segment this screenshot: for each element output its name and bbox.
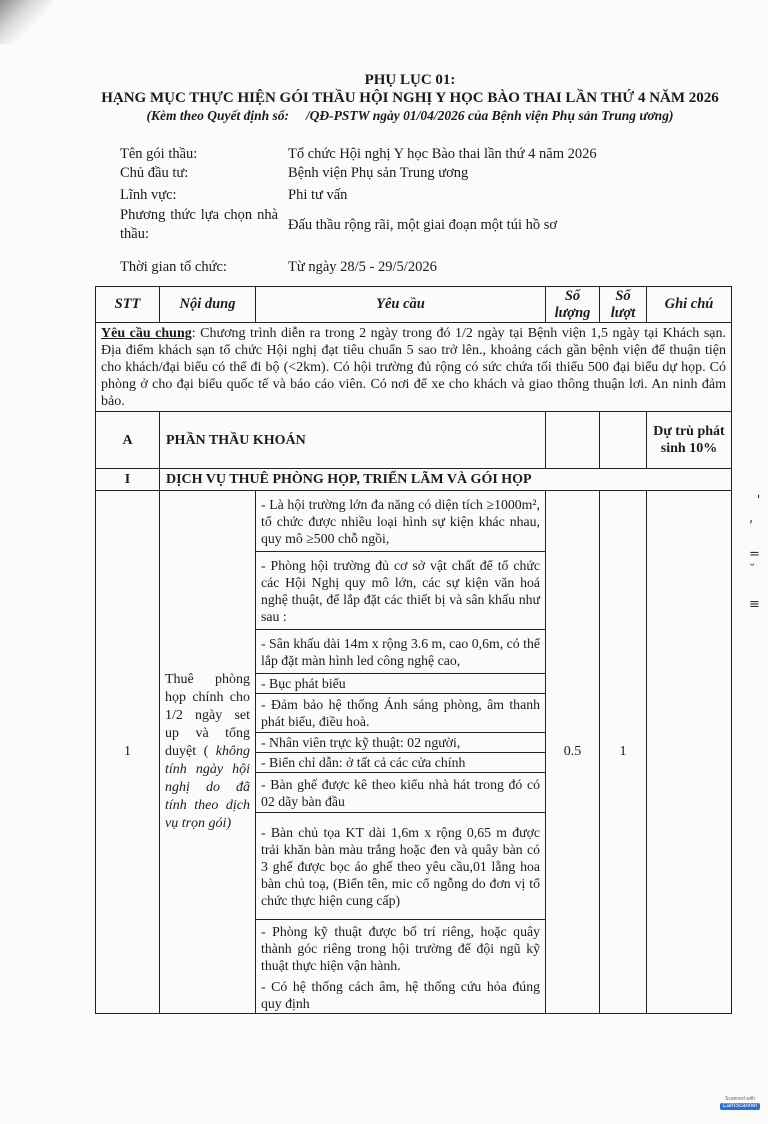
requirement-item: - Có hệ thống cách âm, hệ thống cứu hỏa đúng quy định <box>256 977 546 1014</box>
tender-items-table <box>95 286 732 1014</box>
scan-corner-shadow <box>0 0 52 44</box>
item-row <box>96 491 732 552</box>
general-requirements-row <box>96 323 732 412</box>
appendix-title: PHỤ LỤC 01: <box>364 72 456 88</box>
header-stt: STT <box>96 287 160 323</box>
general-requirements-label: Yêu cầu chung <box>101 326 192 341</box>
header-notes: Ghi chú <box>647 287 732 323</box>
scanner-caption: Scanned with <box>724 1096 756 1102</box>
item-stt: 1 <box>96 491 160 1014</box>
section-i-code: I <box>96 469 160 491</box>
info-row <box>120 164 720 186</box>
requirement-item: - Là hội trường lớn đa năng có diện tích ≥1000m², tổ chức được nhiều loại hình sự kiện khác nhau, quy mô ≥500 chỗ ngồi, <box>256 491 546 552</box>
appendix-subtitle: HẠNG MỤC THỰC HIỆN GÓI THẦU HỘI NGHỊ Y HỌC BÀO THAI LẦN THỨ 4 NĂM 2026 <box>101 90 719 106</box>
requirement-item: - Phòng hội trường đủ cơ sở vật chất để tổ chức các Hội Nghị quy mô lớn, các sự kiện văn hoá nghệ thuật, để lắp đặt các thiết bị và sân khấu như sau : <box>256 552 546 630</box>
requirement-item: - Bục phát biểu <box>256 674 546 694</box>
item-content <box>160 491 256 1014</box>
section-i-title: DỊCH VỤ THUÊ PHÒNG HỌP, TRIỂN LÃM VÀ GÓI HỌP <box>160 469 732 491</box>
info-value: Đấu thầu rộng rãi, một giai đoạn một túi hồ sơ <box>288 217 558 233</box>
item-notes <box>647 491 732 1014</box>
general-requirements-cell <box>96 323 732 412</box>
info-value: Bệnh viện Phụ sản Trung ương <box>288 165 469 181</box>
general-requirements-text: : Chương trình diễn ra trong 2 ngày trong đó 1/2 ngày tại Bệnh viện 1,5 ngày tại Khách sạn. Địa điểm khách sạn tổ chức Hội nghị đạt tiêu chuẩn 5 sao trở lên., khoảng cách gần bệnh viện để thuận tiện cho khách/đại biểu có thể đi bộ (<2km). Có hội trường đủ rộng có sức chứa tối thiểu 500 đại biểu dự họp. Có phòng ở cho đại biểu quốc tế và báo cáo viên. Có nơi để xe cho khách và giao thông thuận lơi. An ninh đảm bảo. <box>101 326 726 409</box>
header-times: Số lượt <box>600 287 647 323</box>
camscanner-watermark <box>720 1096 760 1116</box>
info-row <box>120 206 720 258</box>
requirement-item: - Bàn ghế được kê theo kiểu nhà hát trong đó có 02 dãy bàn đầu <box>256 773 546 813</box>
decision-note: (Kèm theo Quyết định số: /QĐ-PSTW ngày 01/04/2026 của Bệnh viện Phụ sản Trung ương) <box>146 108 674 123</box>
section-i-row <box>96 469 732 491</box>
requirement-item: - Phòng kỹ thuật được bố trí riêng, hoặc quây thành góc riêng trong hội trường để đội ngũ kỹ thuật thực hiện vận hành. <box>256 920 546 977</box>
requirement-item: - Nhân viên trực kỹ thuật: 02 người, <box>256 733 546 753</box>
info-value: Tổ chức Hội nghị Y học Bào thai lần thứ 4 năm 2026 <box>288 146 597 162</box>
item-content-note: không tính ngày hội nghị do đã tính theo dịch vụ trọn gói) <box>165 743 251 831</box>
item-quantity: 0.5 <box>546 491 600 1014</box>
table-header-row <box>96 287 732 323</box>
section-a-row <box>96 412 732 469</box>
info-label: Chủ đầu tư: <box>120 165 189 181</box>
section-a-note: Dự trù phát sinh 10% <box>647 412 732 469</box>
header-quantity: Số lượng <box>546 287 600 323</box>
margin-handwriting-marks: - , = ˘ ≡ <box>749 494 766 612</box>
info-row <box>120 186 720 206</box>
header-requirements: Yêu cầu <box>256 287 546 323</box>
requirement-item: - Biển chỉ dẫn: ở tất cả các cửa chính <box>256 753 546 773</box>
header-content: Nội dung <box>160 287 256 323</box>
section-a-code: A <box>96 412 160 469</box>
info-row <box>120 145 720 164</box>
info-label: Tên gói thầu: <box>120 146 198 162</box>
section-a-times <box>600 412 647 469</box>
scanner-brand: CamScanner <box>722 1103 758 1109</box>
item-content-text: Thuê phòng họp chính cho 1/2 ngày set up và tổng duyệt ( <box>165 671 250 759</box>
requirement-item: - Sân khấu dài 14m x rộng 3.6 m, cao 0,6m, có thể lắp đặt màn hình led công nghệ cao, <box>256 630 546 674</box>
info-value: Từ ngày 28/5 - 29/5/2026 <box>288 259 437 275</box>
info-label: Phương thức lựa chọn nhà thầu: <box>120 207 278 242</box>
info-row <box>120 258 720 277</box>
tender-info <box>120 145 720 277</box>
info-value: Phi tư vấn <box>288 187 348 203</box>
info-label: Thời gian tổ chức: <box>120 259 227 275</box>
requirement-item: - Đảm bảo hệ thống Ánh sáng phòng, âm thanh phát biểu, điều hoà. <box>256 694 546 733</box>
section-a-title: PHẦN THẦU KHOÁN <box>160 412 546 469</box>
section-a-quantity <box>546 412 600 469</box>
item-times: 1 <box>600 491 647 1014</box>
info-label: Lĩnh vực: <box>120 187 177 203</box>
requirement-item: - Bàn chủ tọa KT dài 1,6m x rộng 0,65 m được trải khăn bàn màu trắng hoặc đen và quây bàn có 3 ghế được bọc áo ghế theo yêu cầu,01 lẵng hoa bàn chủ toạ, (Biển tên, mic cổ ngỗng do đơn vị tổ chức thực hiện cung cấp) <box>256 813 546 920</box>
document-header <box>60 71 760 125</box>
